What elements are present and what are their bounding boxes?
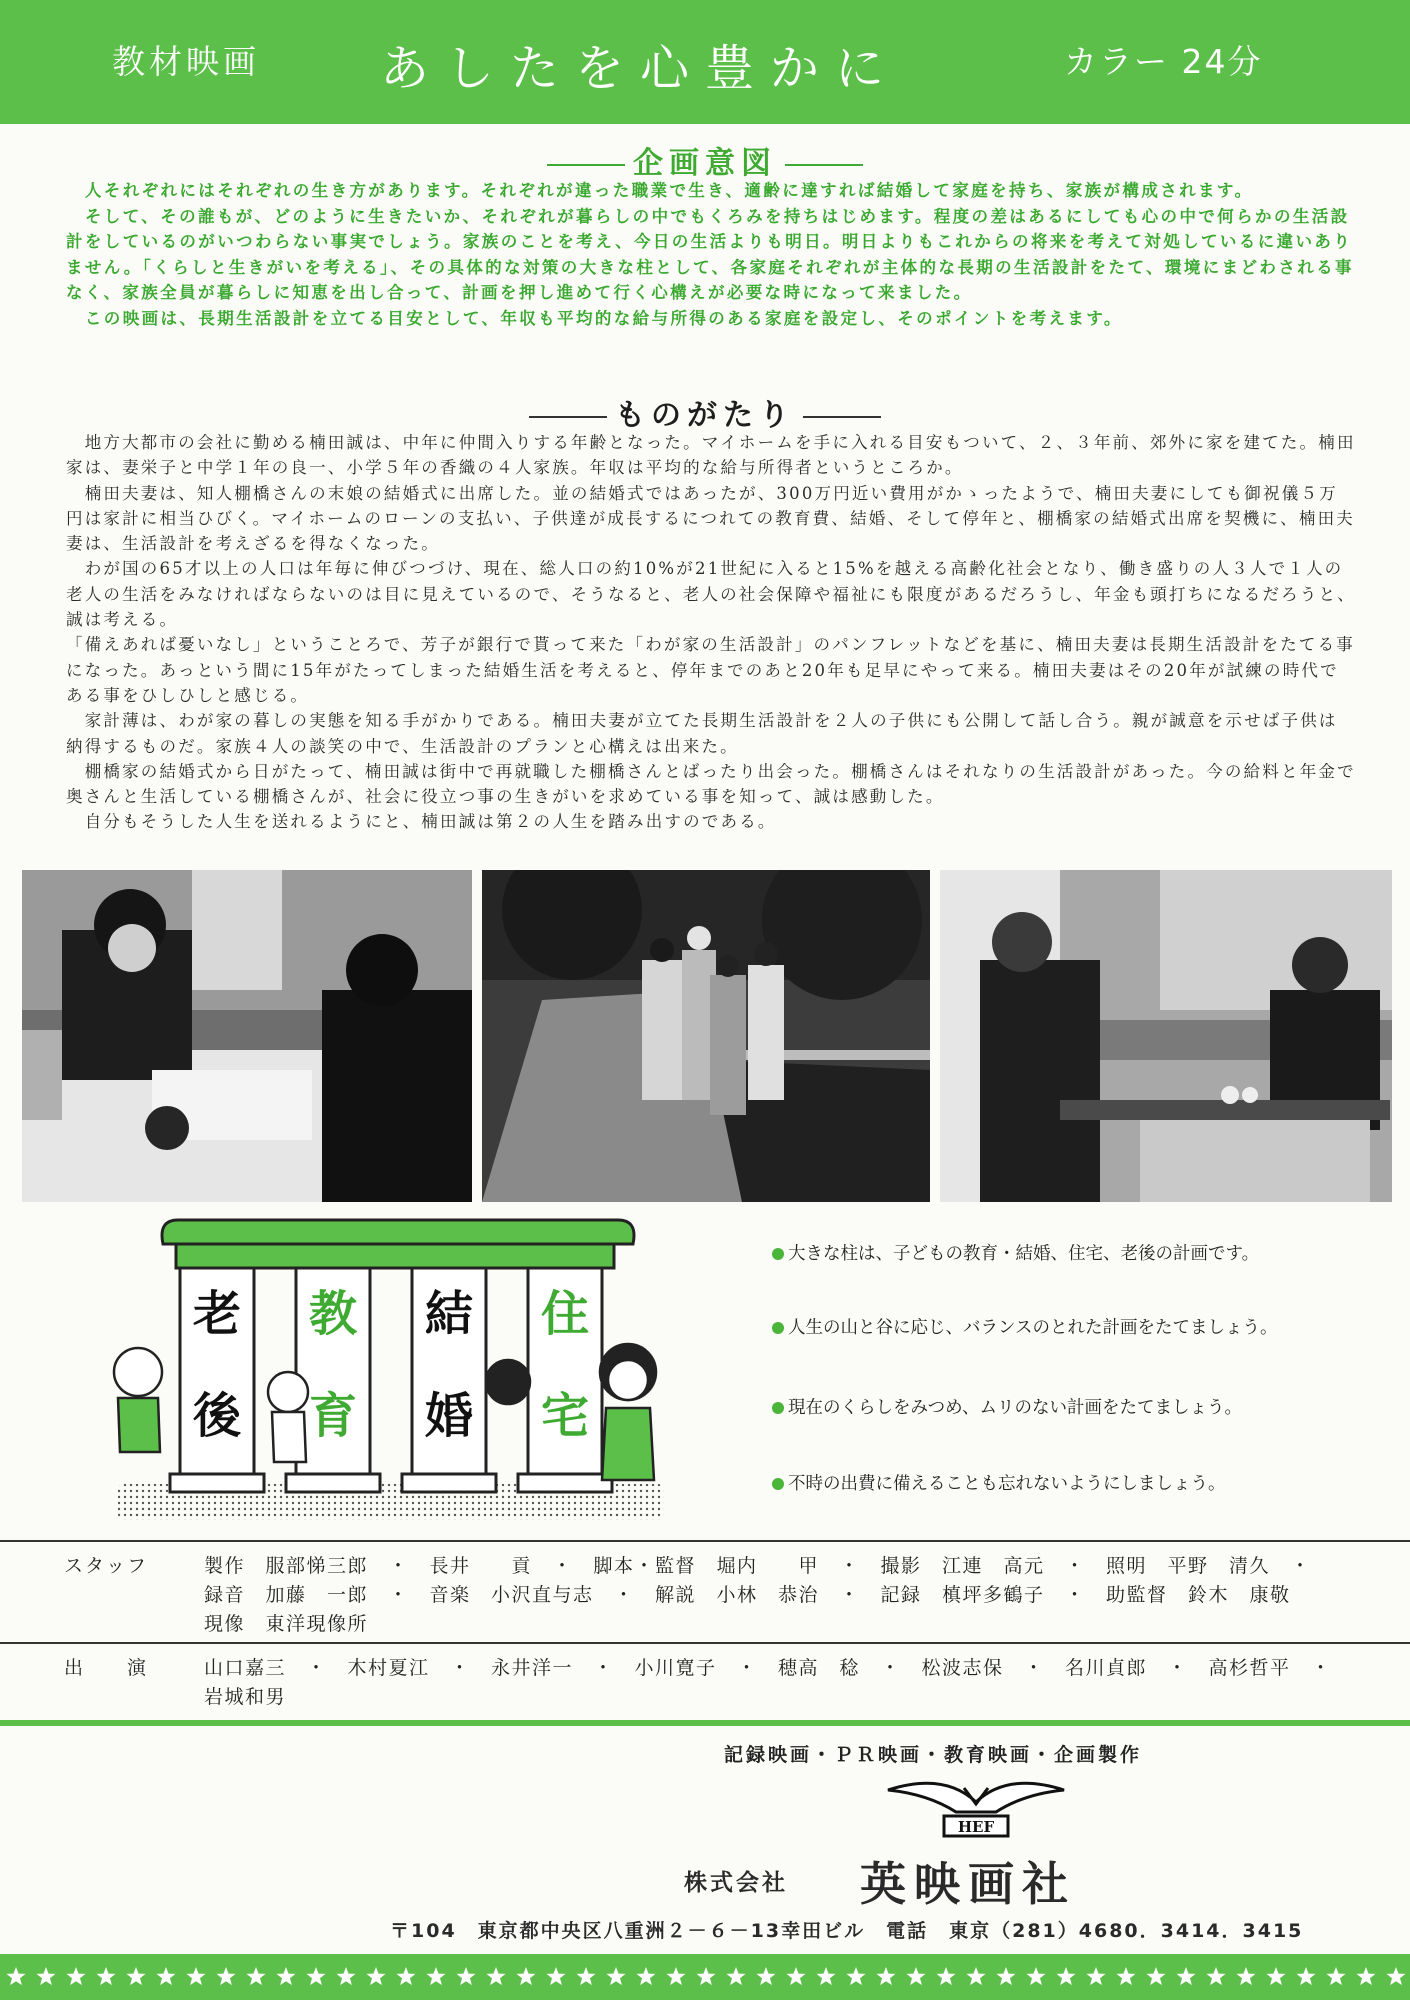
star-icon (337, 1967, 356, 1985)
staff-label: スタッフ (64, 1555, 149, 1577)
cast-label: 出 演 (64, 1657, 149, 1679)
green-divider (0, 1720, 1410, 1726)
point-item (772, 1240, 1259, 1265)
intent-text: 人それぞれにはそれぞれの生き方があります。それぞれが違った職業で生き、適齢に達すれば結婚して家庭を持ち、家族が構成されます。 そして、その誰もが、どのように生きたいか、それぞれが暮らしの中でもくろみを持ちはじめます。程度の差はあるにしても心の中で何らかの生活設計をしているのがいつわらない事実でしょう。家族のことを考え、今日の生活よりも明日。明日よりもこれからの将来を考えて対処しているに違いありません。「くらしと生きがいを考える」、その具体的な対策の大きな柱として、各家庭それぞれが主体的な長期の生活設計をたて、環境にまどわされる事なく、家族全員が暮らしに知恵を出し合って、計画を押し進めて行く心構えが必要な時になって来ました。 この映画は、長期生活設計を立てる目安として、年収も平均的な給与所得のある家庭を設定し、そのポイントを考えます。 (66, 181, 1354, 328)
story-paragraph: 「備えあれば憂いなし」ということろで、芳子が銀行で貰って来た「わが家の生活設計」のパンフレットなどを基に、楠田夫妻は長期生活設計をたてる事になった。あっという間に15年がたってしまった結婚生活を考えると、停年までのあと20年も足早にやって来る。楠田夫妻はその20年が試練の時代である事をひしひしと感じる。 (66, 635, 1355, 705)
star-icon (1357, 1967, 1376, 1985)
star-icon (967, 1967, 986, 1985)
pillar-juutaku-2: 宅 (540, 1388, 590, 1444)
story-paragraph: 楠田夫妻は、知人棚橋さんの末娘の結婚式に出席した。並の結婚式ではあったが、300万円近い費用がかゝったようで、楠田夫妻にしても御祝儀５万円は家計に相当ひびく。マイホームのローンの支払い、子供達が成長するにつれての教育費、結婚、そして停年と、棚橋家の結婚式出席を契機に、楠田夫妻は、生活設計を考えざるを得なくなった。 (66, 483, 1355, 554)
bullet-dot (772, 1402, 784, 1414)
bullet-dot (772, 1478, 784, 1490)
intent-heading (0, 138, 1410, 182)
film-title: あしたを心豊かに (380, 40, 901, 97)
story-paragraph: 棚橋家の結婚式から日がたって、楠田誠は街中で再就職した棚橋さんとばったり出会った。棚橋さんはそれなりの生活設計があった。今の給料と年金で奥さんと生活している棚橋さんが、社会に役立つ事の生きがいを求めている事を知って、誠は感動した。 (66, 761, 1356, 807)
point-item (772, 1394, 1242, 1419)
pillar-kekkon-2: 婚 (424, 1388, 474, 1444)
star-icon (847, 1967, 866, 1985)
star-icon (427, 1967, 446, 1985)
point-item (772, 1314, 1277, 1339)
film-category: 教材映画 (112, 42, 260, 81)
svg-text:HEF: HEF (957, 1818, 995, 1836)
story-paragraph: わが国の65才以上の人口は年毎に伸びつづけ、現在、総人口の約10%が21世紀に入ると15%を越える高齢化社会となり、働き盛りの人３人で１人の老人の生活をみなければならないのは目に見えているので、そうなると、老人の社会保障や福祉にも限度があるだろうし、年金も頭打ちになるだろうと、誠は考える。 (66, 559, 1356, 630)
star-icon (457, 1967, 476, 1985)
heading-rule-right (785, 164, 863, 166)
staff-text: 製作 服部悌三郎 ・ 長井 貢 ・ 脚本・監督 堀内 甲 ・ 撮影 江連 高元 ・ 照明 平野 清久 ・ 録音 加藤 一郎 ・ 音楽 小沢直与志 ・ 解説 小林 恭治 ・ 記録 槙坪多鶴子 ・ 助監督 鈴木 康敬 現像 東洋現像所 (204, 1555, 1312, 1635)
photo-family-stairs (482, 870, 930, 1202)
star-icon (487, 1967, 506, 1985)
heading-rule-right (803, 416, 881, 418)
star-icon (7, 1967, 26, 1985)
photo-cafe-meeting (940, 870, 1392, 1202)
star-icon (127, 1967, 146, 1985)
pillar-kyouiku-2: 育 (308, 1388, 358, 1444)
bullet-dot (772, 1248, 784, 1260)
story-text (66, 430, 1356, 835)
star-icon (187, 1967, 206, 1985)
star-icon (1177, 1967, 1196, 1985)
film-duration: カラー 24分 (1064, 42, 1263, 81)
heading-rule-left (529, 416, 607, 418)
star-icon (1297, 1967, 1316, 1985)
star-icon (697, 1967, 716, 1985)
star-icon (67, 1967, 86, 1985)
point-text: 不時の出費に備えることも忘れないようにしましょう。 (788, 1474, 1226, 1494)
heading-rule-left (547, 164, 625, 166)
star-icon (517, 1967, 536, 1985)
star-icon (1057, 1967, 1076, 1985)
point-text: 大きな柱は、子どもの教育・結婚、住宅、老後の計画です。 (788, 1244, 1260, 1264)
star-icon (1147, 1967, 1166, 1985)
hef-logo (884, 1776, 1068, 1840)
star-icon (577, 1967, 596, 1985)
star-icon (37, 1967, 56, 1985)
story-paragraph: 家計薄は、わが家の暮しの実態を知る手がかりである。楠田夫妻が立てた長期生活設計を２人の子供にも公開して話し合う。親が誠意を示せば子供は納得するものだ。家族４人の談笑の中で、生活設計のプランと心構えは出来た。 (66, 711, 1338, 756)
star-icon (1327, 1967, 1346, 1985)
star-icon (1207, 1967, 1226, 1985)
pillar-rougo-1: 老 (192, 1286, 242, 1342)
story-paragraph: 自分もそうした人生を送れるようにと、楠田誠は第２の人生を踏み出すのである。 (66, 812, 777, 832)
star-icon (727, 1967, 746, 1985)
pillar-rougo-2: 後 (192, 1388, 242, 1444)
star-icon (997, 1967, 1016, 1985)
bullet-dot (772, 1322, 784, 1334)
company-prefix: 株式会社 (684, 1870, 788, 1896)
star-icon (637, 1967, 656, 1985)
company-name: 英映画社 (860, 1857, 1076, 1911)
pillar-kekkon-1: 結 (424, 1286, 474, 1342)
star-icon (757, 1967, 776, 1985)
star-icon (157, 1967, 176, 1985)
star-icon (907, 1967, 926, 1985)
cast-text: 山口嘉三 ・ 木村夏江 ・ 永井洋一 ・ 小川寛子 ・ 穂高 稔 ・ 松波志保 ・ 名川貞郎 ・ 高杉哲平 ・ 岩城和男 (204, 1657, 1332, 1708)
photo-family-budget (22, 870, 472, 1202)
star-icon (217, 1967, 236, 1985)
star-icon (1087, 1967, 1106, 1985)
pillar-kyouiku-1: 教 (308, 1286, 358, 1342)
star-icon (1117, 1967, 1136, 1985)
star-icon (817, 1967, 836, 1985)
point-text: 現在のくらしをみつめ、ムリのない計画をたてましょう。 (788, 1398, 1242, 1418)
star-icon (877, 1967, 896, 1985)
divider (0, 1540, 1410, 1542)
star-icon (547, 1967, 566, 1985)
point-text: 人生の山と谷に応じ、バランスのとれた計画をたてましょう。 (788, 1318, 1278, 1338)
star-icon (607, 1967, 626, 1985)
star-icon (247, 1967, 266, 1985)
star-icon (787, 1967, 806, 1985)
intent-heading-text: 企画意図 (633, 146, 777, 181)
star-footer (0, 1954, 1410, 2000)
star-icon (1267, 1967, 1286, 1985)
star-icon (1027, 1967, 1046, 1985)
star-icon (937, 1967, 956, 1985)
divider (0, 1642, 1410, 1644)
company-services: 記録映画・ＰＲ映画・教育映画・企画製作 (724, 1744, 1143, 1766)
star-icon (367, 1967, 386, 1985)
story-heading (0, 390, 1410, 434)
company-address: 〒104 東京都中央区八重洲２－６－13幸田ビル 電話 東京（281）4680．3414．3415 (390, 1920, 1304, 1942)
star-icon (1387, 1967, 1406, 1985)
pillar-juutaku-1: 住 (540, 1286, 590, 1342)
star-icon (397, 1967, 416, 1985)
four-pillars-illustration (98, 1212, 678, 1530)
point-item (772, 1470, 1226, 1495)
story-heading-text: ものがたり (615, 398, 795, 433)
star-icon (1237, 1967, 1256, 1985)
star-icon (307, 1967, 326, 1985)
star-icon (667, 1967, 686, 1985)
story-paragraph: 地方大都市の会社に勤める楠田誠は、中年に仲間入りする年齢となった。マイホームを手に入れる目安もついて、２、３年前、郊外に家を建てた。楠田家は、妻栄子と中学１年の良一、小学５年の香織の４人家族。年収は平均的な給与所得者というところか。 (66, 433, 1356, 478)
title-banner (0, 0, 1410, 124)
star-icon (277, 1967, 296, 1985)
star-icon (97, 1967, 116, 1985)
